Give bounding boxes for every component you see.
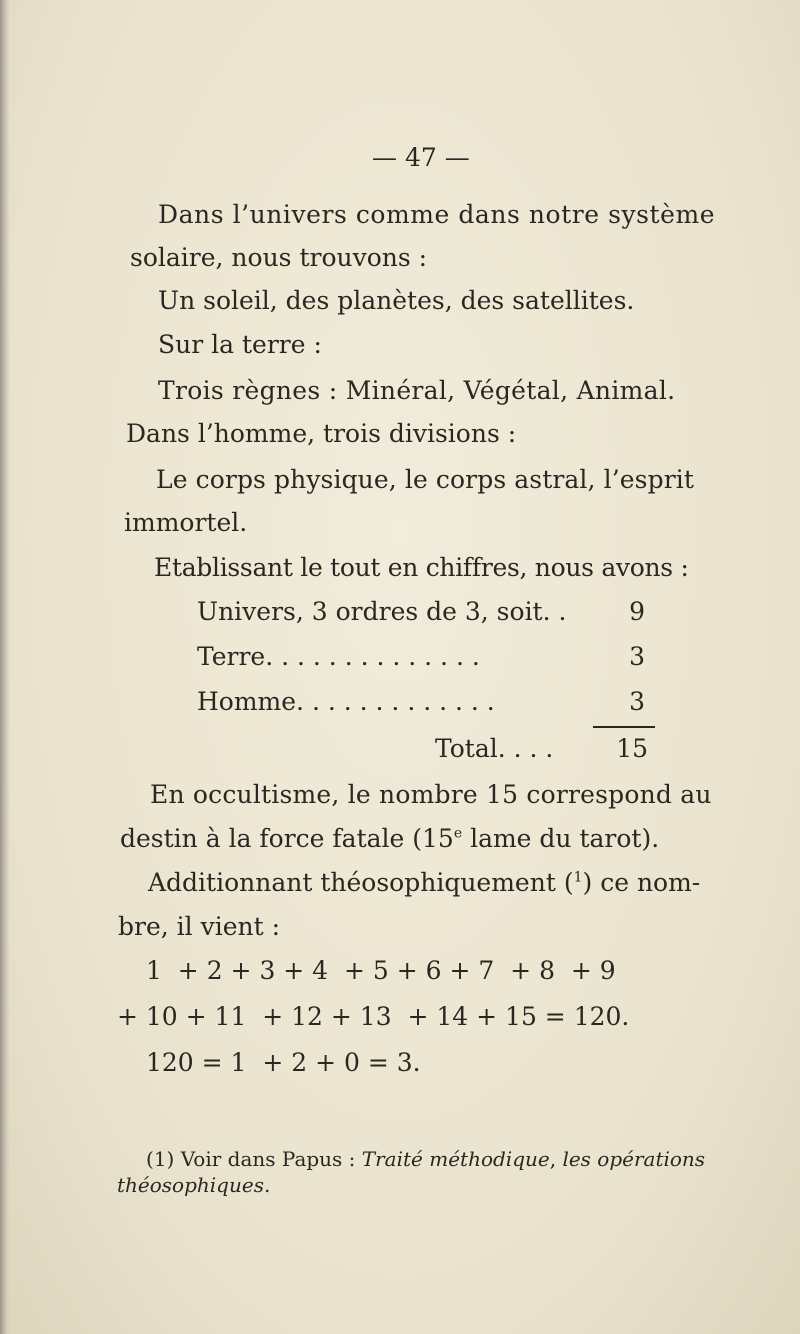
text-line-5: Trois règnes : Minéral, Végétal, Animal. bbox=[158, 376, 676, 405]
table-row-value-1: 9 bbox=[629, 597, 645, 626]
text-line-12-b: ) ce nom- bbox=[582, 868, 701, 897]
text-line-7: Le corps physique, le corps astral, l’esprit bbox=[156, 465, 694, 494]
equation-line-2: + 10 + 11 + 12 + 13 + 14 + 15 = 120. bbox=[117, 1002, 630, 1031]
total-value: 15 bbox=[616, 734, 648, 763]
text-line-6: Dans l’homme, trois divisions : bbox=[126, 419, 517, 448]
footnote-marker: (1) bbox=[146, 1147, 175, 1171]
footnote-line-1 bbox=[146, 1146, 705, 1172]
text-line-9: Etablissant le tout en chiffres, nous avons : bbox=[154, 553, 689, 582]
text-line-4: Sur la terre : bbox=[158, 330, 322, 359]
sum-rule bbox=[593, 726, 655, 728]
table-row-label-1: Univers, 3 ordres de 3, soit. . bbox=[197, 597, 567, 626]
text-line-11-a: destin à la force fatale (15 bbox=[120, 824, 454, 853]
footnote-line-2 bbox=[117, 1172, 270, 1198]
page-number: — 47 — bbox=[372, 143, 470, 172]
footnote-title: Traité méthodique bbox=[361, 1147, 550, 1171]
text-line-10: En occultisme, le nombre 15 correspond au bbox=[150, 780, 712, 809]
text-line-3: Un soleil, des planètes, des satellites. bbox=[158, 286, 635, 315]
footnote-title2b: théosophiques bbox=[117, 1173, 264, 1197]
text-line-8: immortel. bbox=[124, 508, 248, 537]
footnote-ref: 1 bbox=[573, 869, 583, 886]
equation-line-3: 120 = 1 + 2 + 0 = 3. bbox=[146, 1048, 421, 1077]
table-row-value-2: 3 bbox=[629, 642, 645, 671]
superscript-e: e bbox=[453, 825, 463, 842]
footnote-sep: , bbox=[549, 1147, 563, 1171]
text-line-1: Dans l’univers comme dans notre système bbox=[158, 200, 716, 229]
total-label: Total. . . . bbox=[435, 734, 554, 763]
table-row-label-3: Homme. . . . . . . . . . . . . bbox=[197, 687, 495, 716]
footnote-end: . bbox=[263, 1173, 271, 1197]
text-line-12 bbox=[148, 868, 700, 898]
text-line-13: bre, il vient : bbox=[118, 912, 281, 941]
text-line-11 bbox=[120, 824, 659, 854]
footnote-title2a: les opérations bbox=[562, 1147, 706, 1171]
text-line-11-b: lame du tarot). bbox=[462, 824, 660, 853]
page-spine-shadow bbox=[0, 0, 10, 1334]
table-row-label-2: Terre. . . . . . . . . . . . . . bbox=[197, 642, 480, 671]
equation-line-1: 1 + 2 + 3 + 4 + 5 + 6 + 7 + 8 + 9 bbox=[146, 956, 616, 985]
footnote-text: Voir dans Papus : bbox=[174, 1147, 362, 1171]
table-row-value-3: 3 bbox=[629, 687, 645, 716]
text-line-12-a: Additionnant théosophiquement ( bbox=[148, 868, 574, 897]
text-line-2: solaire, nous trouvons : bbox=[130, 243, 428, 272]
